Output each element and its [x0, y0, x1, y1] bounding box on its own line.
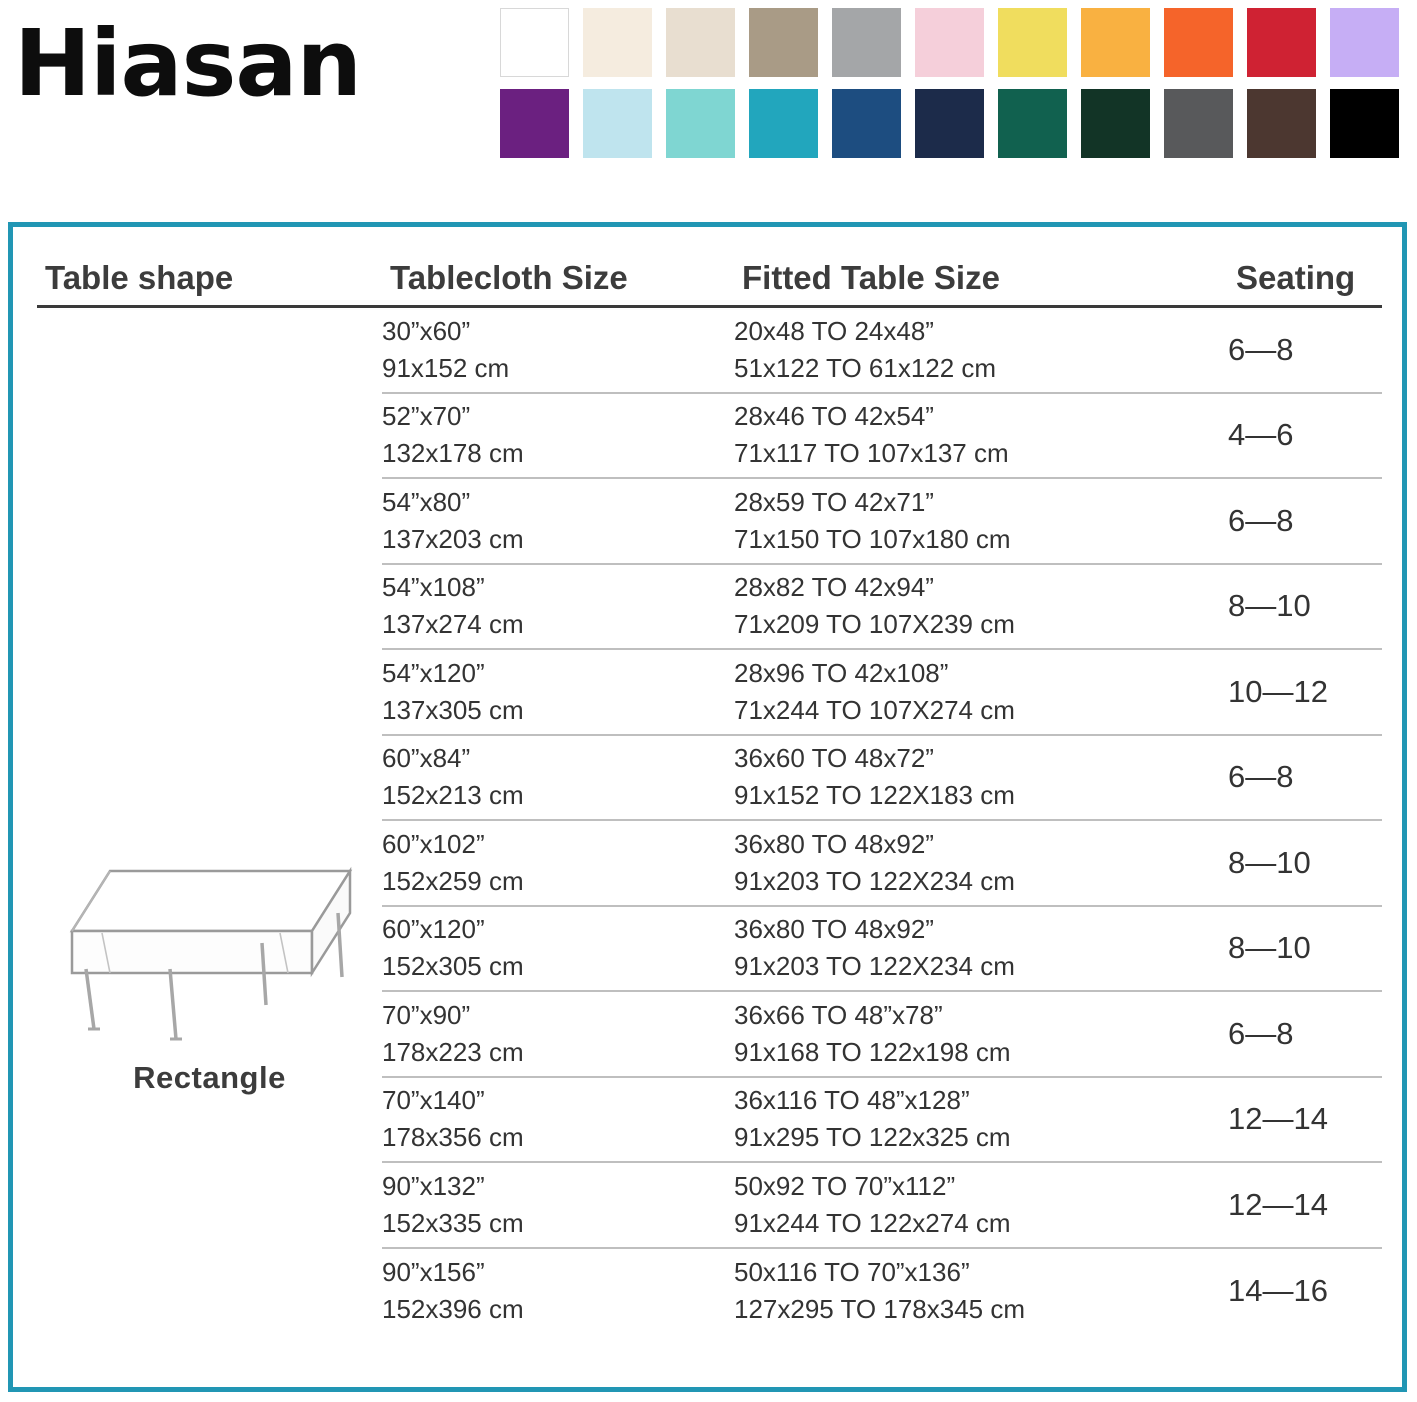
color-swatch-golden[interactable]	[1081, 8, 1150, 77]
fitted-size-cm: 91x168 TO 122x198 cm	[734, 1036, 1011, 1067]
cell-fitted-table-size	[734, 1082, 1214, 1156]
cell-seating	[1214, 1101, 1382, 1137]
cell-seating	[1214, 845, 1382, 881]
color-swatch-navy-blue[interactable]	[832, 89, 901, 158]
cell-fitted-table-size	[734, 911, 1214, 985]
fitted-size-cm: 71x209 TO 107X239 cm	[734, 609, 1015, 640]
cell-tablecloth-size	[382, 740, 734, 814]
cell-fitted-table-size	[734, 398, 1214, 472]
cell-fitted-table-size	[734, 826, 1214, 900]
cell-seating	[1214, 332, 1382, 368]
seating-value: 14—16	[1228, 1273, 1328, 1309]
table-row	[382, 394, 1382, 480]
seating-value: 8—10	[1228, 930, 1311, 966]
color-swatch-white[interactable]	[500, 8, 569, 77]
tablecloth-size-inches: 60”x84”	[382, 743, 471, 774]
fitted-size-cm: 91x295 TO 122x325 cm	[734, 1122, 1011, 1153]
fitted-size-inches: 36x60 TO 48x72”	[734, 743, 934, 774]
tablecloth-size-inches: 90”x132”	[382, 1170, 485, 1201]
swatch-row-1	[500, 8, 1399, 77]
fitted-size-cm: 71x244 TO 107X274 cm	[734, 694, 1015, 725]
color-swatch-emerald[interactable]	[998, 89, 1067, 158]
tablecloth-size-cm: 152x305 cm	[382, 951, 524, 982]
cell-tablecloth-size	[382, 911, 734, 985]
header-fitted-table-size: Fitted Table Size	[742, 259, 1000, 296]
fitted-size-inches: 36x80 TO 48x92”	[734, 914, 934, 945]
fitted-size-inches: 20x48 TO 24x48”	[734, 315, 934, 346]
tablecloth-size-cm: 152x396 cm	[382, 1294, 524, 1325]
table-column-headers	[37, 245, 1382, 308]
fitted-size-cm: 91x203 TO 122X234 cm	[734, 951, 1015, 982]
seating-value: 6—8	[1228, 759, 1294, 795]
cell-fitted-table-size	[734, 313, 1214, 387]
tablecloth-size-cm: 152x213 cm	[382, 780, 524, 811]
tablecloth-size-inches: 52”x70”	[382, 401, 471, 432]
seating-value: 12—14	[1228, 1101, 1328, 1137]
seating-value: 6—8	[1228, 1015, 1294, 1051]
tablecloth-size-cm: 152x335 cm	[382, 1207, 524, 1238]
cell-seating	[1214, 1273, 1382, 1309]
fitted-size-inches: 28x82 TO 42x94”	[734, 572, 934, 603]
table-row	[382, 479, 1382, 565]
fitted-size-cm: 71x150 TO 107x180 cm	[734, 523, 1011, 554]
color-swatch-beige[interactable]	[666, 8, 735, 77]
tablecloth-size-cm: 132x178 cm	[382, 438, 524, 469]
fitted-size-inches: 36x116 TO 48”x128”	[734, 1085, 970, 1116]
fitted-size-cm: 91x203 TO 122X234 cm	[734, 865, 1015, 896]
color-swatch-black[interactable]	[1330, 89, 1399, 158]
fitted-size-inches: 28x46 TO 42x54”	[734, 401, 934, 432]
cell-tablecloth-size	[382, 997, 734, 1071]
page-header	[0, 0, 1417, 172]
table-body	[37, 308, 1382, 1334]
cell-tablecloth-size	[382, 569, 734, 643]
brand-logo: Hiasan	[14, 10, 361, 117]
table-row	[382, 736, 1382, 822]
cell-tablecloth-size	[382, 1168, 734, 1242]
color-swatch-gray[interactable]	[832, 8, 901, 77]
cell-fitted-table-size	[734, 484, 1214, 558]
swatch-row-2	[500, 89, 1399, 158]
fitted-size-inches: 36x80 TO 48x92”	[734, 828, 934, 859]
header-tablecloth-size: Tablecloth Size	[390, 259, 628, 296]
tablecloth-size-inches: 90”x156”	[382, 1257, 485, 1288]
cell-seating	[1214, 503, 1382, 539]
table-row	[382, 1078, 1382, 1164]
cell-fitted-table-size	[734, 1168, 1214, 1242]
tablecloth-size-cm: 91x152 cm	[382, 352, 510, 383]
color-swatch-dark-green[interactable]	[1081, 89, 1150, 158]
color-swatch-ivory[interactable]	[583, 8, 652, 77]
seating-value: 4—6	[1228, 417, 1294, 453]
tablecloth-size-inches: 54”x120”	[382, 657, 485, 688]
color-swatch-light-pink[interactable]	[915, 8, 984, 77]
seating-value: 8—10	[1228, 588, 1311, 624]
color-swatch-teal[interactable]	[749, 89, 818, 158]
fitted-size-inches: 28x96 TO 42x108”	[734, 657, 949, 688]
seating-value: 6—8	[1228, 502, 1294, 538]
tablecloth-size-cm: 137x305 cm	[382, 694, 524, 725]
color-swatch-dark-navy[interactable]	[915, 89, 984, 158]
cell-tablecloth-size	[382, 655, 734, 729]
tablecloth-size-cm: 152x259 cm	[382, 865, 524, 896]
cell-seating	[1214, 930, 1382, 966]
table-row	[382, 308, 1382, 394]
tablecloth-size-inches: 60”x120”	[382, 914, 485, 945]
color-swatch-yellow[interactable]	[998, 8, 1067, 77]
fitted-size-cm: 127x295 TO 178x345 cm	[734, 1294, 1026, 1325]
cell-seating	[1214, 674, 1382, 710]
cell-seating	[1214, 759, 1382, 795]
cell-fitted-table-size	[734, 740, 1214, 814]
fitted-size-cm: 51x122 TO 61x122 cm	[734, 352, 997, 383]
color-swatch-red[interactable]	[1247, 8, 1316, 77]
color-swatch-purple[interactable]	[500, 89, 569, 158]
cell-fitted-table-size	[734, 1254, 1214, 1328]
shape-label: Rectangle	[133, 1059, 286, 1095]
table-row	[382, 907, 1382, 993]
color-swatch-aqua[interactable]	[666, 89, 735, 158]
table-row	[382, 565, 1382, 651]
table-row	[382, 1163, 1382, 1249]
fitted-size-inches: 36x66 TO 48”x78”	[734, 999, 943, 1030]
tablecloth-size-cm: 178x356 cm	[382, 1122, 524, 1153]
seating-value: 12—14	[1228, 1186, 1328, 1222]
seating-value: 10—12	[1228, 673, 1328, 709]
color-swatch-pale-blue[interactable]	[583, 89, 652, 158]
color-swatch-charcoal-gray[interactable]	[1164, 89, 1233, 158]
header-seating: Seating	[1236, 259, 1356, 296]
cell-seating	[1214, 1187, 1382, 1223]
fitted-size-cm: 91x152 TO 122X183 cm	[734, 780, 1015, 811]
cell-fitted-table-size	[734, 655, 1214, 729]
rectangle-table-illustration	[50, 857, 370, 1042]
cell-tablecloth-size	[382, 398, 734, 472]
cell-tablecloth-size	[382, 1254, 734, 1328]
color-swatch-taupe[interactable]	[749, 8, 818, 77]
tablecloth-size-cm: 137x274 cm	[382, 609, 524, 640]
size-rows	[382, 308, 1382, 1334]
tablecloth-size-inches: 70”x140”	[382, 1085, 485, 1116]
cell-seating	[1214, 1016, 1382, 1052]
size-chart-panel	[8, 222, 1407, 1392]
fitted-size-cm: 71x117 TO 107x137 cm	[734, 438, 1009, 469]
tablecloth-size-inches: 70”x90”	[382, 999, 471, 1030]
cell-tablecloth-size	[382, 313, 734, 387]
table-row	[382, 1249, 1382, 1335]
color-swatch-orange[interactable]	[1164, 8, 1233, 77]
tablecloth-size-cm: 178x223 cm	[382, 1036, 524, 1067]
cell-seating	[1214, 588, 1382, 624]
tablecloth-size-inches: 30”x60”	[382, 315, 471, 346]
seating-value: 6—8	[1228, 331, 1294, 367]
color-swatch-palette	[500, 8, 1399, 158]
fitted-size-inches: 50x92 TO 70”x112”	[734, 1170, 956, 1201]
cell-tablecloth-size	[382, 484, 734, 558]
color-swatch-lavender[interactable]	[1330, 8, 1399, 77]
table-row	[382, 650, 1382, 736]
color-swatch-dark-brown[interactable]	[1247, 89, 1316, 158]
fitted-size-cm: 91x244 TO 122x274 cm	[734, 1207, 1011, 1238]
cell-fitted-table-size	[734, 569, 1214, 643]
tablecloth-size-inches: 54”x80”	[382, 486, 471, 517]
tablecloth-size-inches: 54”x108”	[382, 572, 485, 603]
fitted-size-inches: 28x59 TO 42x71”	[734, 486, 934, 517]
header-table-shape: Table shape	[45, 259, 234, 296]
cell-fitted-table-size	[734, 997, 1214, 1071]
cell-tablecloth-size	[382, 1082, 734, 1156]
seating-value: 8—10	[1228, 844, 1311, 880]
tablecloth-size-inches: 60”x102”	[382, 828, 485, 859]
table-row	[382, 992, 1382, 1078]
tablecloth-size-cm: 137x203 cm	[382, 523, 524, 554]
fitted-size-inches: 50x116 TO 70”x136”	[734, 1257, 970, 1288]
cell-seating	[1214, 417, 1382, 453]
cell-tablecloth-size	[382, 826, 734, 900]
table-shape-cell	[37, 308, 382, 1334]
table-row	[382, 821, 1382, 907]
